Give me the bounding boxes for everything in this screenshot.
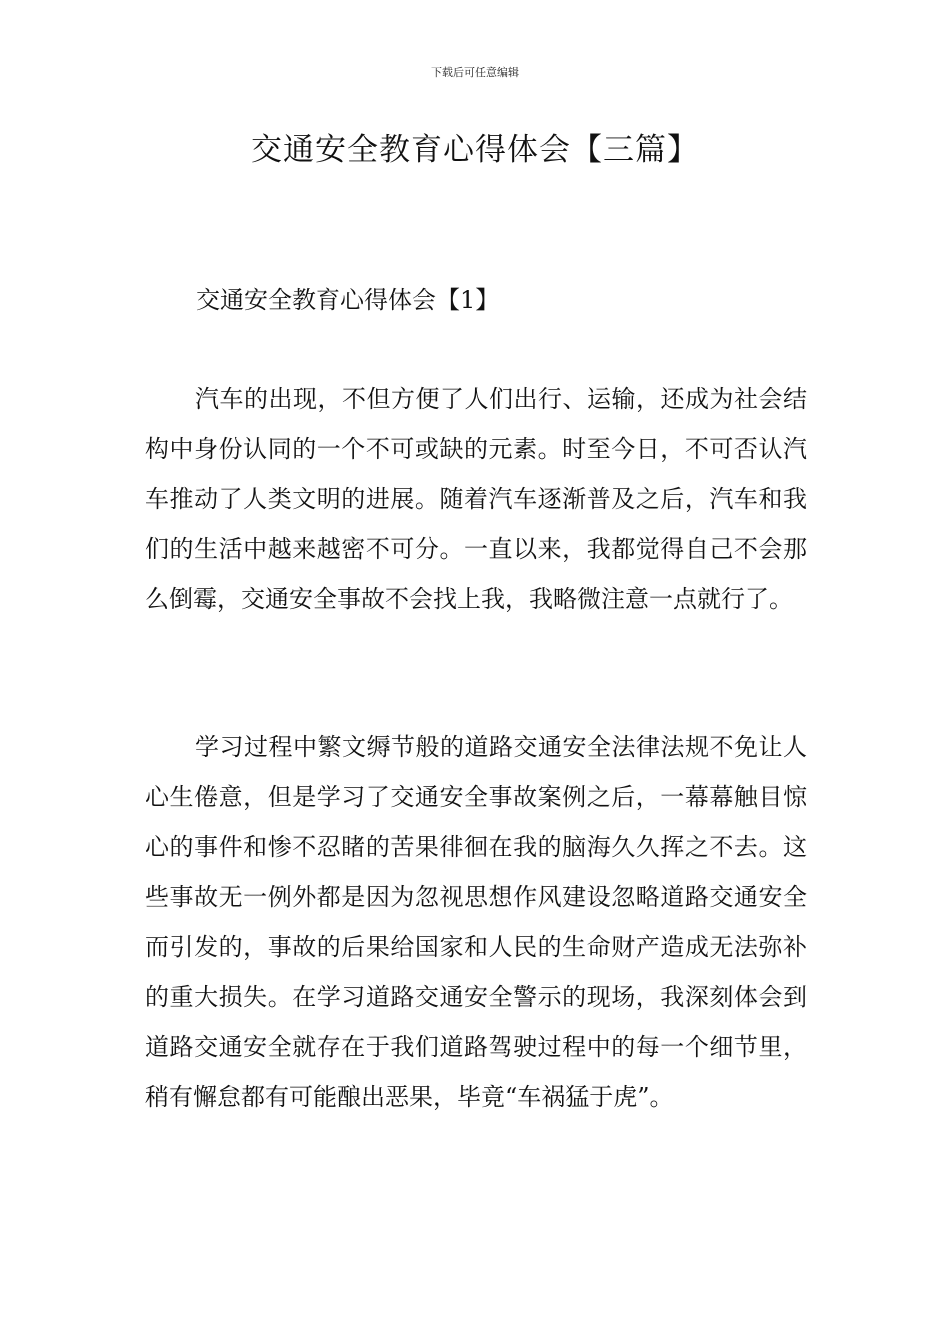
- section-heading: 交通安全教育心得体会【1】: [196, 286, 500, 314]
- paragraph-2: 学习过程中繁文缛节般的道路交通安全法律法规不免让人心生倦意，但是学习了交通安全事故案例之后，一幕幕触目惊心的事件和惨不忍睹的苦果徘徊在我的脑海久久挥之不去。这些事故无一例外都是因为忽视思想作风建设忽略道路交通安全而引发的，事故的后果给国家和人民的生命财产造成无法弥补的重大损失。在学习道路交通安全警示的现场，我深刻体会到道路交通安全就存在于我们道路驾驶过程中的每一个细节里，稍有懈怠都有可能酿出恶果，毕竟“车祸猛于虎”。: [145, 733, 807, 1111]
- paragraph-1: 汽车的出现，不但方便了人们出行、运输，还成为社会结构中身份认同的一个不可或缺的元素。时至今日，不可否认汽车推动了人类文明的进展。随着汽车逐渐普及之后，汽车和我们的生活中越来越密不可分。一直以来，我都觉得自己不会那么倒霉，交通安全事故不会找上我，我略微注意一点就行了。: [145, 385, 807, 613]
- document-title: 交通安全教育心得体会【三篇】: [251, 132, 699, 168]
- header-note: 下载后可任意编辑: [431, 66, 519, 79]
